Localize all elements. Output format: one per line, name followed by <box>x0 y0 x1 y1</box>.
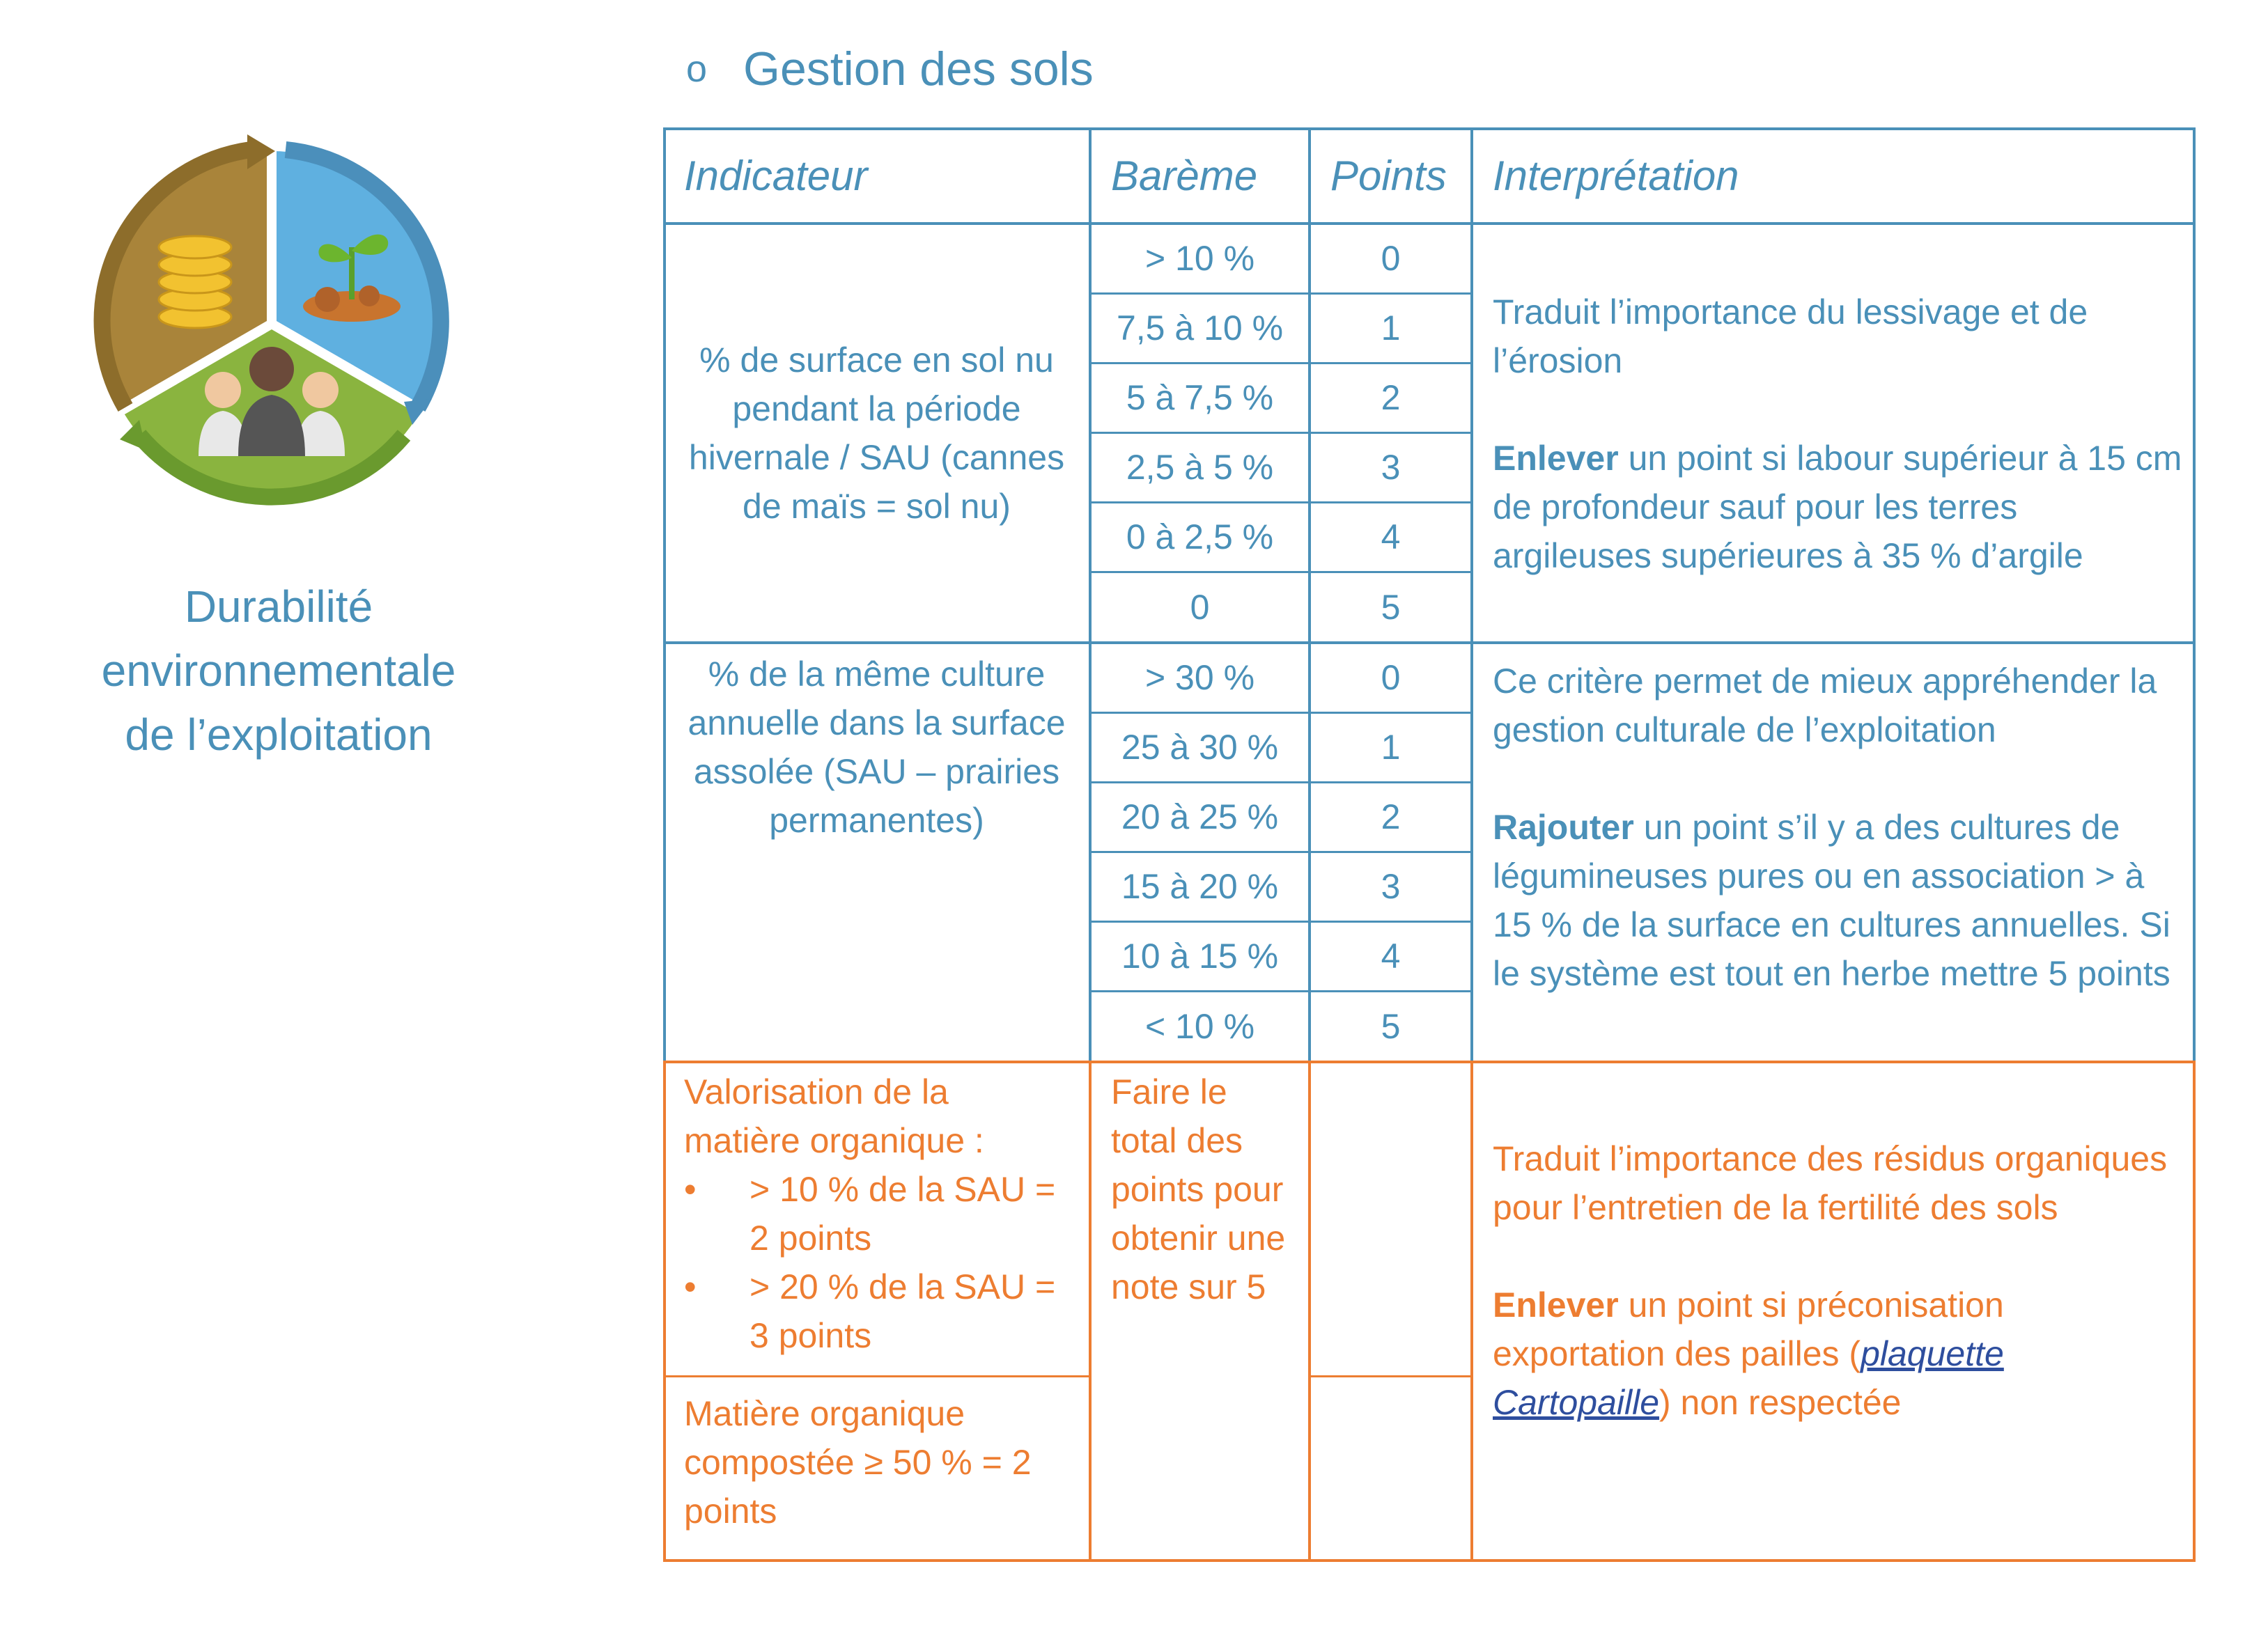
row3-indicator-title: Valorisation de la matière organique : <box>684 1072 984 1160</box>
row3-bareme-text: Faire le total des points pour obtenir une note sur 5 <box>1111 1072 1286 1306</box>
header-indicateur: Indicateur <box>684 152 868 199</box>
row1-interp-rule <box>1493 434 2182 580</box>
table-border <box>1089 292 1473 295</box>
table-border <box>1089 851 1473 853</box>
table-border <box>1308 1061 1311 1562</box>
table-border <box>2193 127 2196 1062</box>
row2-indicator-text: % de la même culture annuelle dans la surface assolée (SAU – prairies permanentes) <box>688 655 1066 840</box>
row1-interp-rule-text: un point si labour supérieur à 15 cm de profondeur sauf pour les terres argileuses supérieures à 35 % d’argile <box>1493 439 2182 575</box>
row1-points: 5 <box>1381 588 1401 627</box>
row3-indicator-compost <box>684 1389 1074 1535</box>
table-border <box>1089 501 1473 503</box>
table-border <box>1308 1375 1473 1377</box>
table-border <box>663 127 666 1062</box>
row3-interp-rule-text: un point si préconisation exportation des pailles ( <box>1493 1285 2004 1373</box>
table-border <box>1089 781 1473 783</box>
row1-points: 1 <box>1381 308 1401 347</box>
row3-compost-text: Matière organique compostée ≥ 50 % = 2 points <box>684 1394 1032 1531</box>
row3-bareme <box>1111 1068 1292 1311</box>
row2-bareme: 25 à 30 % <box>1121 728 1279 767</box>
header-bareme: Barème <box>1111 152 1258 199</box>
row2-points: 0 <box>1381 658 1401 697</box>
row2-points: 2 <box>1381 797 1401 836</box>
row2-indicator <box>677 650 1076 845</box>
row2-interp-rule <box>1493 803 2182 998</box>
row2-points: 3 <box>1381 867 1401 906</box>
sustainability-cycle-icon <box>77 129 467 519</box>
table-border <box>663 641 2196 644</box>
table-border <box>663 1061 666 1562</box>
row1-interp-text: Traduit l’importance du lessivage et de l’érosion <box>1493 292 2088 380</box>
sidebar-title-line: de l’exploitation <box>125 710 433 760</box>
table-border <box>1089 712 1473 714</box>
row2-points: 4 <box>1381 937 1401 976</box>
row2-bareme: > 30 % <box>1144 658 1255 697</box>
table-border <box>1089 432 1473 434</box>
table-border <box>663 1559 2196 1562</box>
row1-bareme: 5 à 7,5 % <box>1126 378 1274 417</box>
row3-interp-text: Traduit l’importance des résidus organiques pour l’entretien de la fertilité des sols <box>1493 1139 2168 1227</box>
row1-bareme: 0 à 2,5 % <box>1126 517 1274 556</box>
row2-bareme: 10 à 15 % <box>1121 937 1279 976</box>
table-border <box>663 222 2196 225</box>
row2-points: 5 <box>1381 1007 1401 1046</box>
table-border <box>663 1061 2196 1063</box>
row2-interp-text: Ce critère permet de mieux appréhender la gestion culturale de l’exploitation <box>1493 662 2157 749</box>
table-border <box>663 127 2196 130</box>
row2-bareme: < 10 % <box>1144 1007 1255 1046</box>
row3-indicator-list <box>684 1165 1074 1360</box>
row3-interp-bold: Enlever <box>1493 1285 1619 1324</box>
header-interpretation: Interprétation <box>1493 152 1739 199</box>
table-border <box>1089 571 1473 573</box>
row1-indicator <box>677 224 1076 643</box>
cartopaille-link[interactable]: plaquette Cartopaille <box>1493 1334 2004 1422</box>
row1-points: 0 <box>1381 239 1401 278</box>
row2-interpretation <box>1493 657 2182 998</box>
sidebar-title <box>42 574 515 767</box>
row1-points: 2 <box>1381 378 1401 417</box>
list-item: • > 10 % de la SAU = 2 points <box>684 1165 1074 1262</box>
row3-interpretation <box>1493 1134 2182 1427</box>
row3-interp-rule-end: ) non respectée <box>1659 1383 1902 1422</box>
table-border <box>1089 1061 1092 1562</box>
row1-interp-bold: Enlever <box>1493 439 1619 478</box>
table-border <box>2193 1061 2196 1562</box>
soil-management-table <box>663 127 2196 1562</box>
header-points: Points <box>1330 152 1447 199</box>
row2-points: 1 <box>1381 728 1401 767</box>
row1-points: 4 <box>1381 517 1401 556</box>
row1-bareme: > 10 % <box>1144 239 1255 278</box>
row1-points: 3 <box>1381 448 1401 487</box>
row1-interpretation <box>1493 288 2182 580</box>
row1-bareme: 2,5 à 5 % <box>1126 448 1274 487</box>
sidebar-title-line: environnementale <box>101 646 456 696</box>
row1-bareme: 7,5 à 10 % <box>1116 308 1284 347</box>
row3-indicator <box>684 1068 1074 1360</box>
section-heading <box>686 42 1094 96</box>
row2-bareme: 15 à 20 % <box>1121 867 1279 906</box>
row2-interp-bold: Rajouter <box>1493 808 1634 847</box>
sidebar-title-line: Durabilité <box>184 581 373 632</box>
table-border <box>1089 362 1473 364</box>
list-item: • > 20 % de la SAU = 3 points <box>684 1262 1074 1360</box>
table-border <box>1470 1061 1473 1562</box>
table-border <box>1089 990 1473 992</box>
row2-bareme: 20 à 25 % <box>1121 797 1279 836</box>
row3-interp-rule <box>1493 1281 2182 1427</box>
row1-bareme: 0 <box>1190 588 1210 627</box>
row2-interp-rule-text: un point s’il y a des cultures de légumineuses pures ou en association > à 15 % de la surface en cultures annuelles. Si le système est tout en herbe mettre 5 points <box>1493 808 2170 993</box>
row1-indicator-text: % de surface en sol nu pendant la période hivernale / SAU (cannes de maïs = sol nu) <box>688 341 1065 526</box>
table-border <box>663 1375 1092 1377</box>
table-border <box>1089 921 1473 923</box>
heading-bullet: o <box>686 48 708 90</box>
page-title: Gestion des sols <box>743 42 1094 95</box>
